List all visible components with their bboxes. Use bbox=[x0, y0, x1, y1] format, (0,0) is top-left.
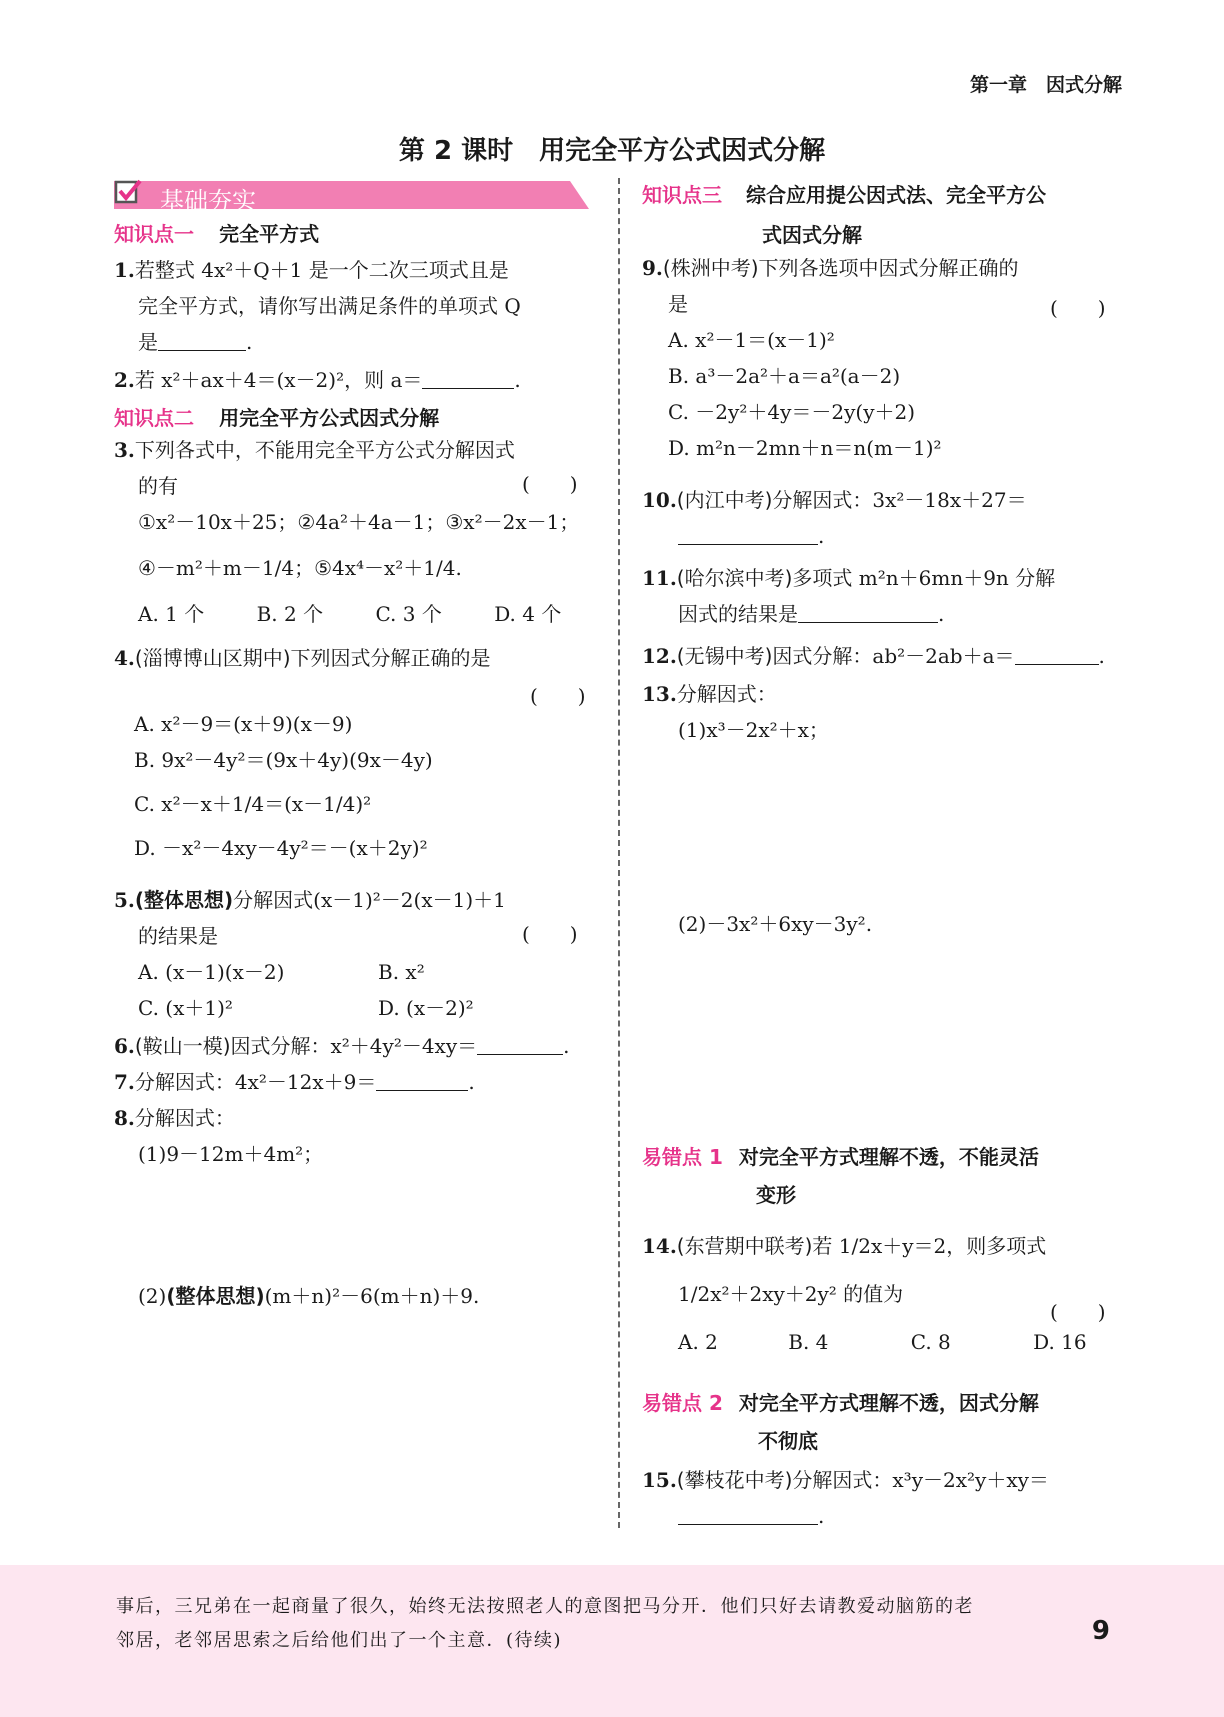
answer-blank[interactable] bbox=[158, 330, 246, 351]
answer-paren[interactable]: ( ) bbox=[522, 472, 578, 496]
question-1: 1.若整式 4x²＋Q＋1 是一个二次三项式且是 完全平方式，请你写出满足条件的单项式 Q 是 . bbox=[114, 258, 521, 354]
question-8: 8.分解因式： (1)9－12m＋4m²； bbox=[114, 1106, 324, 1166]
option-c[interactable]: C. x²－x＋1/4＝(x－1/4)² bbox=[134, 792, 372, 816]
option-a[interactable]: A. 1 个 bbox=[138, 602, 205, 626]
question-5: 5.(整体思想)分解因式(x－1)²－2(x－1)＋1 的结果是 A. (x－1)(x－2) B. x² C. (x＋1)² D. (x－2)² bbox=[114, 882, 506, 1026]
option-d[interactable]: D. －x²－4xy－4y²＝－(x＋2y)² bbox=[134, 836, 428, 860]
question-13: 13.分解因式： (1)x³－2x²＋x； bbox=[642, 682, 829, 742]
answer-blank[interactable] bbox=[376, 1070, 468, 1091]
question-4: 4.(淄博博山区期中)下列因式分解正确的是 A. x²－9＝(x＋9)(x－9) B. 9x²－4y²＝(9x＋4y)(9x－4y) C. x²－x＋1/4＝(x－1/4)² D. －x²－4xy－4y²＝－(x＋2y)² bbox=[114, 640, 491, 866]
answer-paren[interactable]: ( ) bbox=[530, 684, 586, 708]
answer-paren[interactable]: ( ) bbox=[1050, 296, 1106, 320]
answer-blank[interactable] bbox=[798, 602, 938, 623]
question-10: 10.(内江中考)分解因式：3x²－18x＋27＝ . bbox=[642, 488, 1027, 548]
question-13-part-2: (2)－3x²＋6xy－3y². bbox=[678, 912, 873, 936]
answer-blank[interactable] bbox=[1015, 644, 1099, 665]
option-c[interactable]: C. －2y²＋4y＝－2y(y＋2) bbox=[668, 400, 916, 424]
page-number: 9 bbox=[1091, 1616, 1110, 1646]
option-b[interactable]: B. 4 bbox=[788, 1330, 829, 1354]
option-c[interactable]: C. 3 个 bbox=[375, 602, 442, 626]
answer-paren[interactable]: ( ) bbox=[522, 922, 578, 946]
question-12: 12.(无锡中考)因式分解：ab²－2ab＋a＝ . bbox=[642, 644, 1105, 668]
option-d[interactable]: D. m²n－2mn＋n＝n(m－1)² bbox=[668, 436, 942, 460]
option-c[interactable]: C. (x＋1)² bbox=[138, 996, 233, 1020]
question-2: 2.若 x²＋ax＋4＝(x－2)²，则 a＝ . bbox=[114, 368, 521, 392]
option-d[interactable]: D. 16 bbox=[1033, 1330, 1087, 1354]
option-d[interactable]: D. (x－2)² bbox=[378, 996, 474, 1020]
option-a[interactable]: A. 2 bbox=[678, 1330, 718, 1354]
chapter-header: 第一章 因式分解 bbox=[969, 74, 1122, 96]
error-point-1: 易错点 1 对完全平方式理解不透，不能灵活 变形 bbox=[642, 1145, 1039, 1207]
option-a[interactable]: A. x²－1＝(x－1)² bbox=[668, 328, 835, 352]
question-15: 15.(攀枝花中考)分解因式：x³y－2x²y＋xy＝ . bbox=[642, 1468, 1049, 1528]
error-point-2: 易错点 2 对完全平方式理解不透，因式分解 不彻底 bbox=[642, 1391, 1039, 1453]
checkbox-icon bbox=[114, 178, 142, 206]
question-8-part-2: (2)(整体思想)(m＋n)²－6(m＋n)＋9. bbox=[138, 1284, 480, 1308]
option-b[interactable]: B. 9x²－4y²＝(9x＋4y)(9x－4y) bbox=[134, 748, 433, 772]
lesson-title: 第 2 课时 用完全平方公式因式分解 bbox=[398, 136, 826, 166]
knowledge-point-2: 知识点二 用完全平方公式因式分解 bbox=[114, 406, 440, 430]
question-3: 3.下列各式中，不能用完全平方公式分解因式 的有 ①x²－10x＋25；②4a²＋4a－1；③x²－2x－1； ④－m²＋m－1/4；⑤4x⁴－x²＋1/4. A. 1 个 B. 2 个 C. 3 个 D. 4 个 bbox=[114, 438, 580, 626]
option-b[interactable]: B. 2 个 bbox=[256, 602, 324, 626]
knowledge-point-1: 知识点一 完全平方式 bbox=[114, 222, 320, 246]
question-14: 14.(东营期中联考)若 1/2x＋y＝2，则多项式 1/2x²＋2xy＋2y² 的值为 A. 2 B. 4 C. 8 D. 16 bbox=[642, 1234, 1087, 1354]
column-divider bbox=[618, 178, 620, 1528]
answer-blank[interactable] bbox=[678, 1504, 818, 1525]
answer-blank[interactable] bbox=[422, 368, 514, 389]
option-c[interactable]: C. 8 bbox=[910, 1330, 951, 1354]
question-9: 9.(株洲中考)下列各选项中因式分解正确的 是 A. x²－1＝(x－1)² B. a³－2a²＋a＝a²(a－2) C. －2y²＋4y＝－2y(y＋2) D. m²n－2mn＋n＝n(m－1)² bbox=[642, 250, 1019, 466]
question-6: 6.(鞍山一模)因式分解：x²＋4y²－4xy＝ . bbox=[114, 1034, 570, 1058]
answer-blank[interactable] bbox=[678, 524, 818, 545]
question-7: 7.分解因式：4x²－12x＋9＝ . bbox=[114, 1070, 475, 1094]
section-banner-label: 基础夯实 bbox=[160, 187, 256, 215]
knowledge-point-3: 知识点三 综合应用提公因式法、完全平方公 式因式分解 bbox=[642, 183, 1046, 247]
question-11: 11.(哈尔滨中考)多项式 m²n＋6mn＋9n 分解 因式的结果是 . bbox=[642, 566, 1056, 626]
answer-blank[interactable] bbox=[477, 1034, 563, 1055]
answer-paren[interactable]: ( ) bbox=[1050, 1300, 1106, 1324]
option-b[interactable]: B. x² bbox=[378, 960, 425, 984]
option-a[interactable]: A. x²－9＝(x＋9)(x－9) bbox=[134, 712, 353, 736]
option-b[interactable]: B. a³－2a²＋a＝a²(a－2) bbox=[668, 364, 901, 388]
option-a[interactable]: A. (x－1)(x－2) bbox=[138, 960, 285, 984]
option-d[interactable]: D. 4 个 bbox=[494, 602, 562, 626]
footer-story: 事后，三兄弟在一起商量了很久，始终无法按照老人的意图把马分开．他们只好去请教爱动脑筋的老 邻居，老邻居思索之后给他们出了一个主意．(待续) bbox=[116, 1596, 974, 1651]
